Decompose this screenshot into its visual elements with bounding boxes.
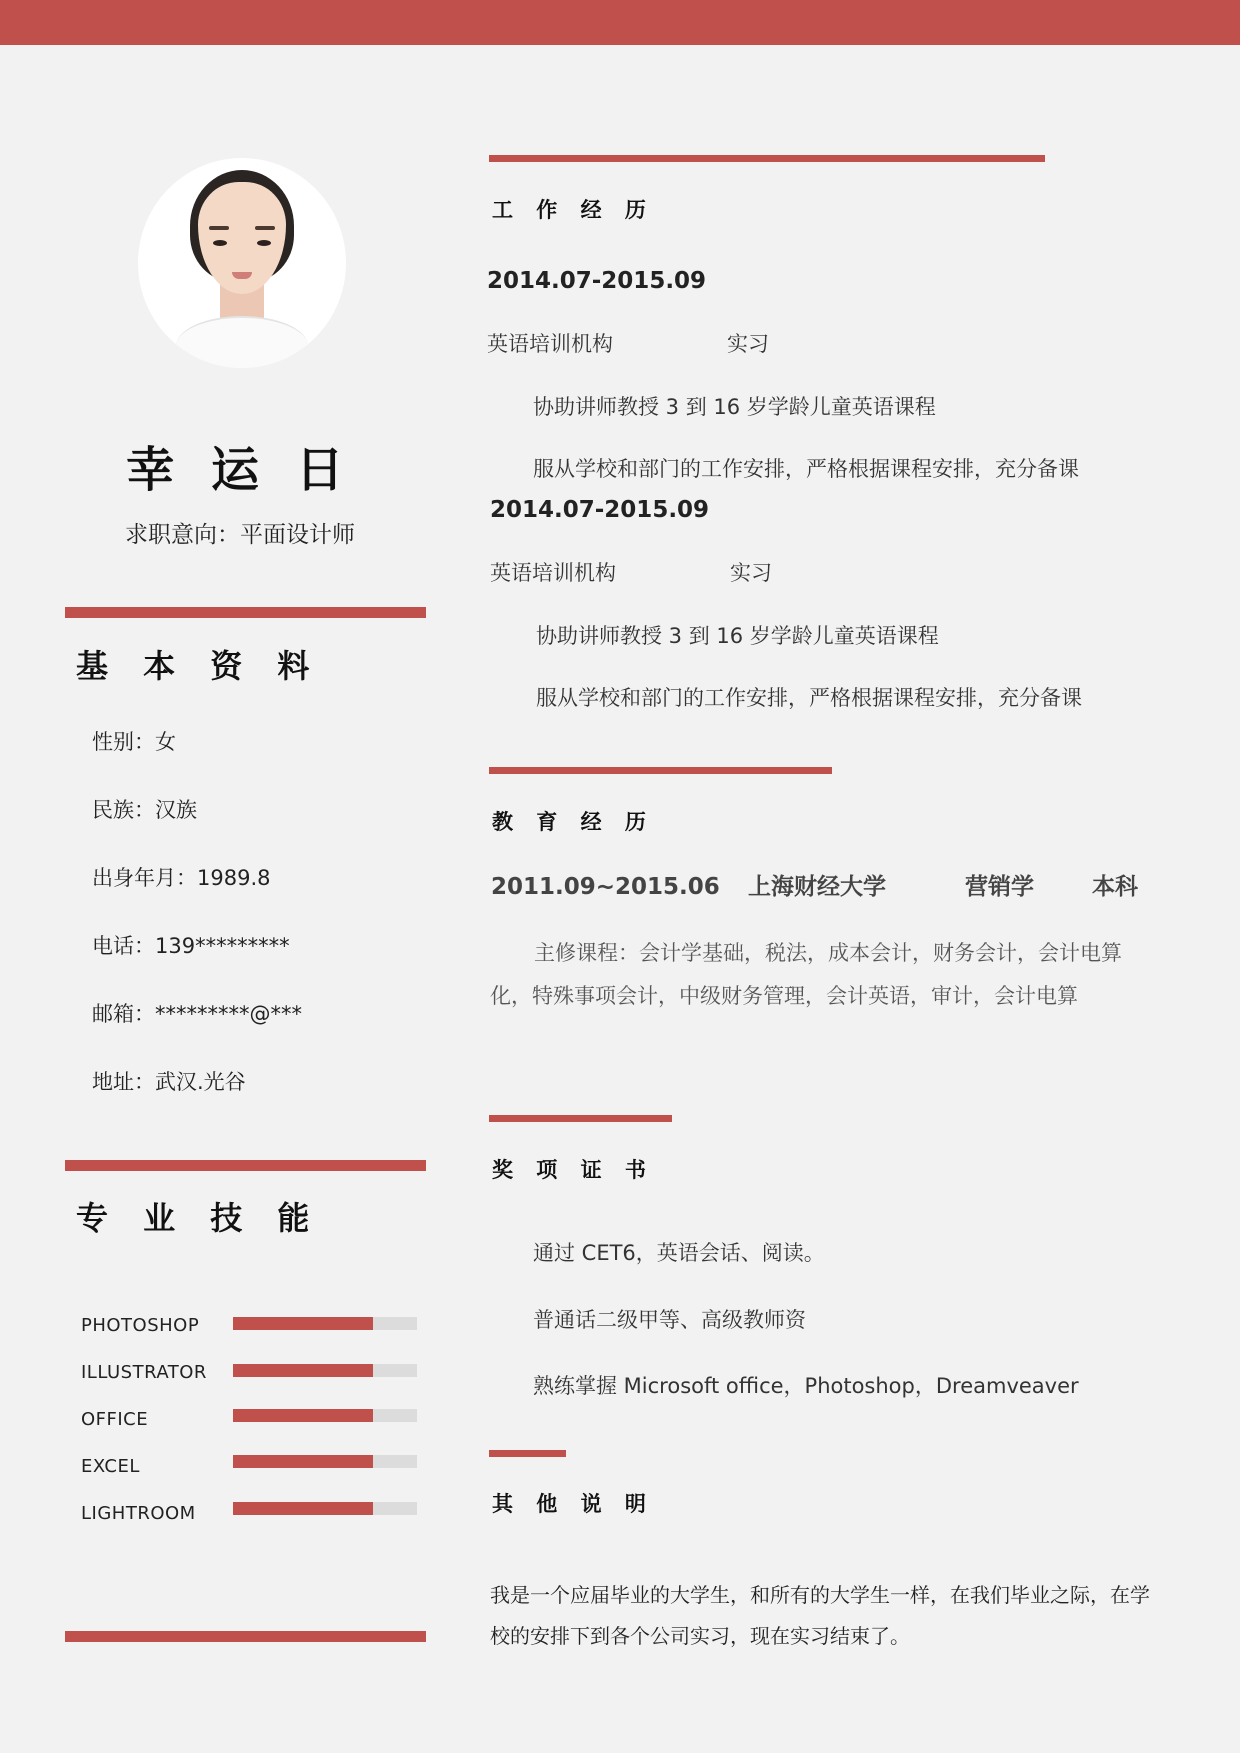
divider <box>489 1115 672 1122</box>
profile-photo <box>138 158 346 368</box>
work-date: 2014.07-2015.09 <box>490 497 710 523</box>
skill-bar <box>233 1409 417 1422</box>
portrait-brow <box>209 226 229 230</box>
divider <box>489 767 832 774</box>
divider <box>65 1631 426 1642</box>
info-ethnicity: 民族：汉族 <box>92 798 197 822</box>
education-major: 营销学 <box>965 874 1034 900</box>
skill-bar <box>233 1364 417 1377</box>
section-title-education: 教 育 经 历 <box>492 810 654 834</box>
work-duty: 服从学校和部门的工作安排，严格根据课程安排，充分备课 <box>533 457 1079 480</box>
skill-name: OFFICE <box>81 1409 149 1430</box>
section-title-other: 其 他 说 明 <box>492 1492 654 1516</box>
portrait-collar <box>176 316 308 368</box>
skill-bar-fill <box>233 1455 373 1468</box>
education-degree: 本科 <box>1092 874 1138 900</box>
skill-bar <box>233 1455 417 1468</box>
skill-name: LIGHTROOM <box>81 1503 196 1524</box>
job-intent: 求职意向：平面设计师 <box>125 522 355 548</box>
skill-name: EXCEL <box>81 1456 140 1477</box>
work-role: 实习 <box>730 561 772 585</box>
work-duty: 协助讲师教授 3 到 16 岁学龄儿童英语课程 <box>536 624 939 648</box>
section-title-basic-info: 基 本 资 料 <box>76 647 322 685</box>
portrait-eye <box>213 240 227 246</box>
skill-name: ILLUSTRATOR <box>81 1362 207 1383</box>
education-school: 上海财经大学 <box>748 874 886 900</box>
skill-bar-fill <box>233 1502 373 1515</box>
work-org: 英语培训机构 <box>490 561 616 585</box>
section-title-skills: 专 业 技 能 <box>76 1199 322 1237</box>
skill-name: PHOTOSHOP <box>81 1315 200 1336</box>
work-role: 实习 <box>727 332 769 356</box>
skill-bar <box>233 1317 417 1330</box>
other-text: 我是一个应届毕业的大学生，和所有的大学生一样，在我们毕业之际，在学校的安排下到各个公司实习，现在实习结束了。 <box>490 1583 1150 1648</box>
skill-bar <box>233 1502 417 1515</box>
portrait-brow <box>255 226 275 230</box>
work-date: 2014.07-2015.09 <box>487 268 707 294</box>
info-gender: 性别：女 <box>92 730 176 754</box>
info-birth: 出身年月：1989.8 <box>92 866 271 890</box>
work-duty: 服从学校和部门的工作安排，严格根据课程安排，充分备课 <box>536 686 1082 709</box>
section-title-work: 工 作 经 历 <box>492 198 654 222</box>
header-band <box>0 0 1240 45</box>
work-org: 英语培训机构 <box>487 332 613 356</box>
skill-bar-fill <box>233 1409 373 1422</box>
certificate-item: 通过 CET6，英语会话、阅读。 <box>533 1241 825 1265</box>
education-date: 2011.09~2015.06 <box>491 874 720 900</box>
work-duty: 协助讲师教授 3 到 16 岁学龄儿童英语课程 <box>533 395 936 419</box>
education-courses: 主修课程：会计学基础，税法，成本会计，财务会计，会计电算化，特殊事项会计，中级财务管理，会计英语，审计，会计电算 <box>490 941 1122 1008</box>
certificate-item: 熟练掌握 Microsoft office，Photoshop，Dreamveaver <box>533 1374 1079 1398</box>
skill-bar-fill <box>233 1317 373 1330</box>
divider <box>65 607 426 618</box>
portrait-eye <box>257 240 271 246</box>
certificate-item: 普通话二级甲等、高级教师资 <box>533 1308 806 1332</box>
divider <box>489 1450 566 1457</box>
info-phone: 电话：139********* <box>92 934 290 958</box>
info-email: 邮箱：*********@*** <box>92 1002 302 1026</box>
candidate-name: 幸 运 日 <box>126 442 354 498</box>
info-address: 地址：武汉.光谷 <box>92 1070 246 1094</box>
divider <box>65 1160 426 1171</box>
divider <box>489 155 1045 162</box>
section-title-certificates: 奖 项 证 书 <box>492 1158 654 1182</box>
skill-bar-fill <box>233 1364 373 1377</box>
